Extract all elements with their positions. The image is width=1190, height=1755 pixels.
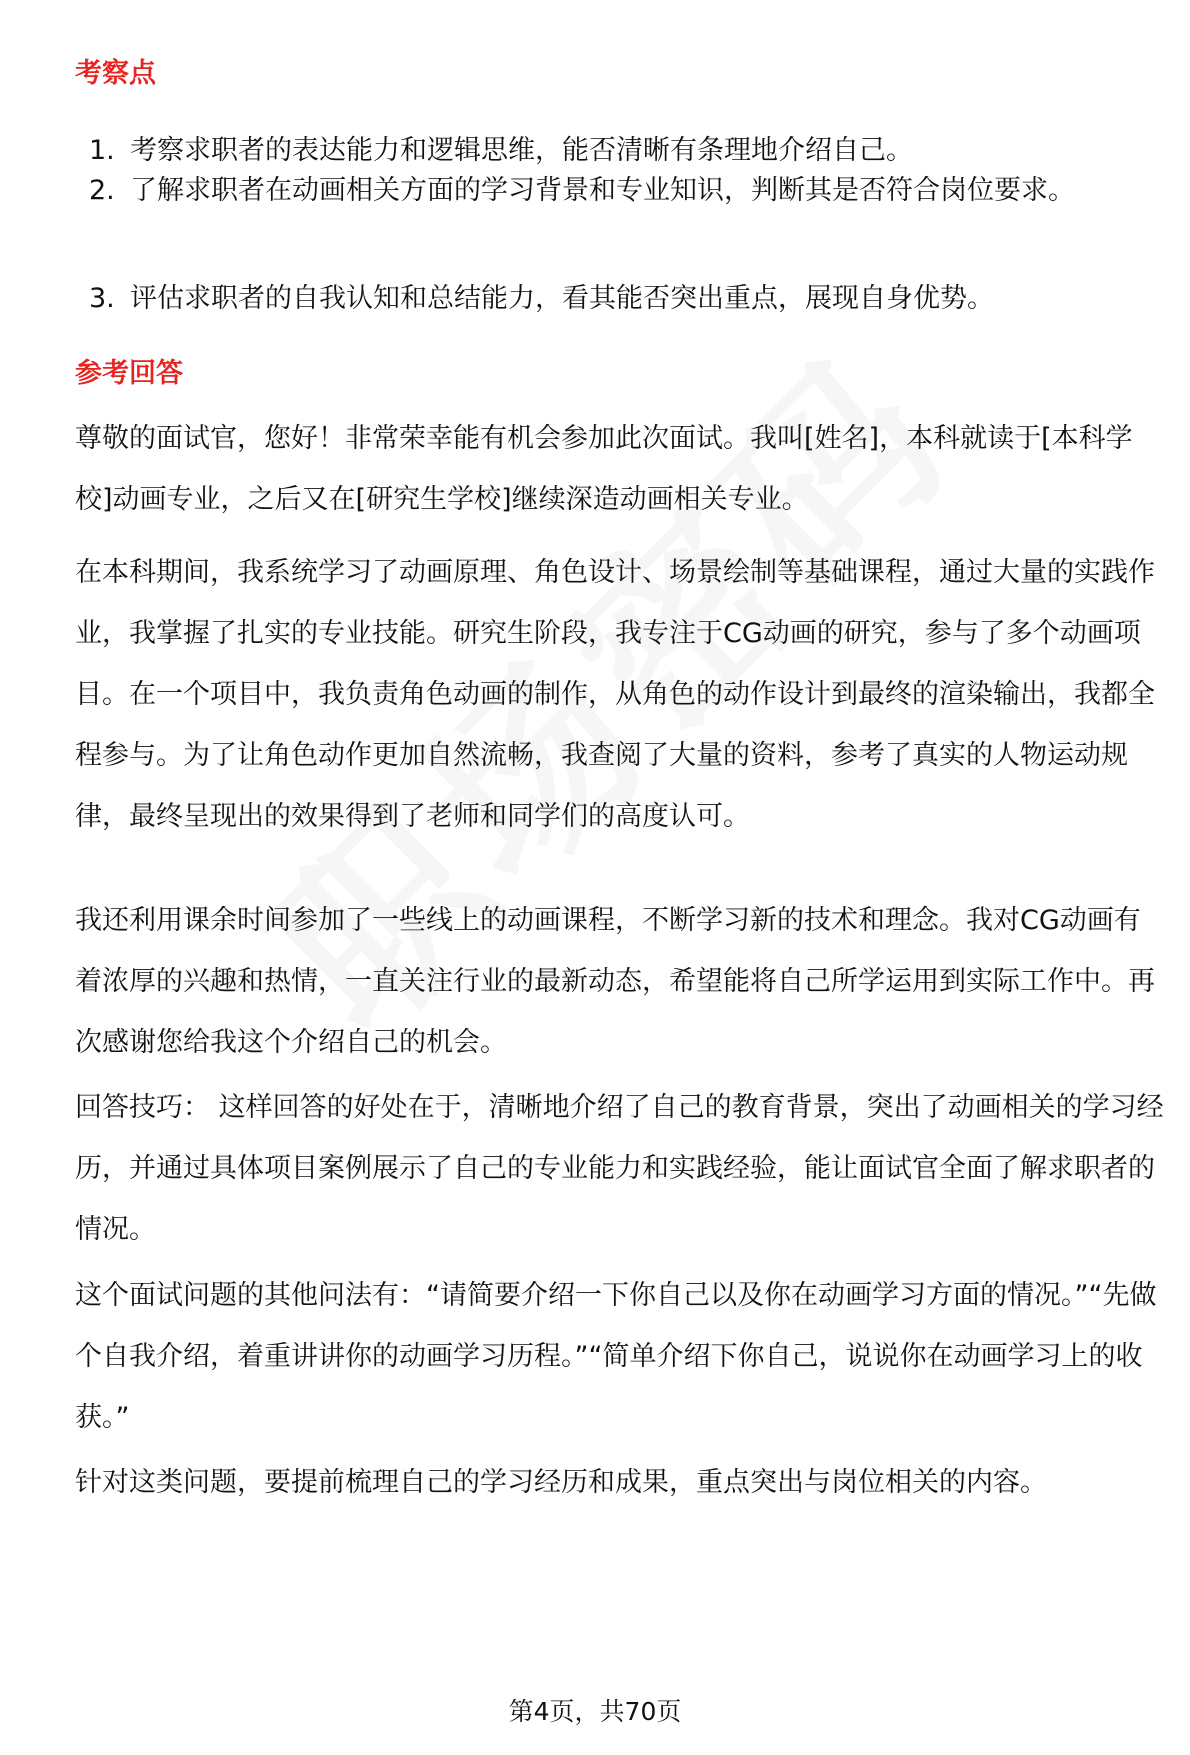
advice-paragraph: 针对这类问题，要提前梳理自己的学习经历和成果，重点突出与岗位相关的内容。 [75,1467,1047,1498]
answer-paragraph: 在本科期间，我系统学习了动画原理、角色设计、场景绘制等基础课程，通过大量的实践作业，我掌握了扎实的专业技能。研究生阶段，我专注于CG动画的研究，参与了多个动画项目。在一个项目中，我负责角色动画的制作，从角色的动作设计到最终的渲染输出，我都全程参与。为了让角色动作更加自然流畅，我查阅了大量的资料，参考了真实的人物运动规律，最终呈现出的效果得到了老师和同学们的高度认可。 [75,557,1155,832]
alternative-questions-paragraph: 这个面试问题的其他问法有：“请简要介绍一下你自己以及你在动画学习方面的情况。”“先做个自我介绍，着重讲讲你的动画学习历程。”“简单介绍下你自己，说说你在动画学习上的收获。” [75,1280,1157,1433]
answer-paragraph: 尊敬的面试官，您好！非常荣幸能有机会参加此次面试。我叫[姓名]，本科就读于[本科学校]动画专业，之后又在[研究生学校]继续深造动画相关专业。 [75,423,1133,515]
list-number: 3. [89,283,115,314]
exam-point-item [75,268,1165,329]
list-number: 2. [89,175,115,206]
section-title-exam-points: 考察点 [75,58,156,89]
page-footer: 第4页，共70页 [508,1697,682,1726]
section-title-reference-answer: 参考回答 [75,358,183,389]
exam-point-item [75,160,1165,282]
list-item-text: 评估求职者的自我认知和总结能力，看其能否突出重点，展现自身优势。 [130,283,994,314]
answer-tip-paragraph: 回答技巧： 这样回答的好处在于，清晰地介绍了自己的教育背景，突出了动画相关的学习经历，并通过具体项目案例展示了自己的专业能力和实践经验，能让面试官全面了解求职者的情况。 [75,1092,1164,1245]
list-item-text: 了解求职者在动画相关方面的学习背景和专业知识，判断其是否符合岗位要求。 [130,175,1075,206]
list-item-text: 考察求职者的表达能力和逻辑思维，能否清晰有条理地介绍自己。 [130,135,913,166]
list-number: 1. [89,135,115,166]
answer-paragraph: 我还利用课余时间参加了一些线上的动画课程，不断学习新的技术和理念。我对CG动画有着浓厚的兴趣和热情，一直关注行业的最新动态，希望能将自己所学运用到实际工作中。再次感谢您给我这个介绍自己的机会。 [75,905,1155,1058]
